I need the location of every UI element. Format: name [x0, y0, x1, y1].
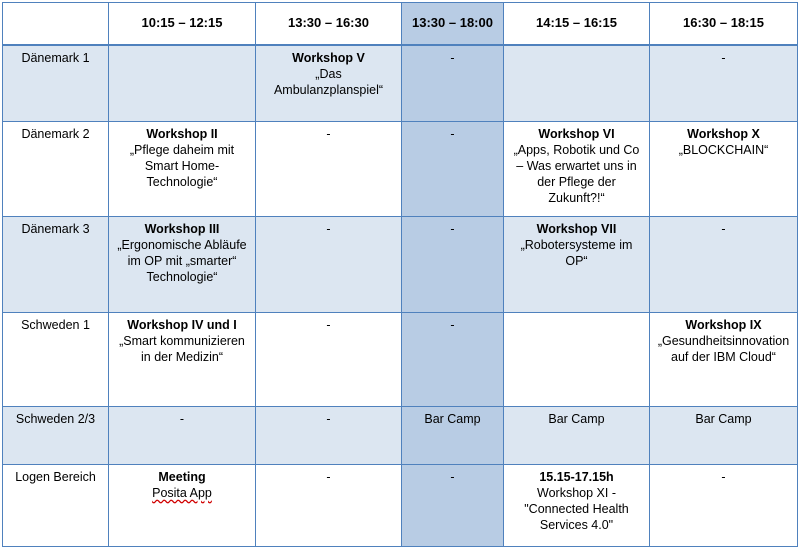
- session-description: -: [721, 222, 726, 237]
- session-title: Workshop V: [292, 50, 365, 65]
- corner-cell: [3, 3, 109, 45]
- session-cell: [504, 45, 650, 122]
- session-cell: [650, 217, 798, 312]
- session-description: -: [450, 317, 455, 332]
- session-cell: [256, 122, 402, 217]
- session-description: Posita App: [152, 485, 212, 500]
- session-description: „Ergonomische Abläufe im OP mit „smarter“ Technologie“: [117, 238, 247, 285]
- session-description: -: [326, 469, 331, 484]
- session-description: „Smart kommunizieren in der Medizin“: [119, 333, 245, 364]
- session-description: -: [326, 222, 331, 237]
- room-name: Dänemark 2: [3, 122, 109, 217]
- session-description: Bar Camp: [695, 411, 752, 426]
- room-name: Schweden 2/3: [3, 406, 109, 464]
- session-cell: [504, 312, 650, 406]
- session-cell: [402, 217, 504, 312]
- schedule-table: [2, 2, 798, 547]
- session-title: Workshop IX: [685, 317, 762, 332]
- session-description: Bar Camp: [424, 411, 481, 426]
- session-cell: [109, 406, 256, 464]
- session-description: „BLOCKCHAIN“: [678, 143, 769, 158]
- session-cell: [650, 406, 798, 464]
- header-row: [3, 3, 798, 45]
- session-description: „Gesundheitsinnovation auf der IBM Cloud“: [657, 333, 790, 364]
- session-cell: [256, 312, 402, 406]
- session-cell: [504, 217, 650, 312]
- session-description: -: [721, 469, 726, 484]
- session-cell: [256, 217, 402, 312]
- session-title: Workshop II: [146, 127, 218, 142]
- session-description: -: [721, 50, 726, 65]
- session-description: -: [326, 411, 331, 426]
- session-cell: [109, 464, 256, 546]
- session-cell: [402, 312, 504, 406]
- session-title: Workshop VII: [536, 222, 617, 237]
- table-row: [3, 217, 798, 312]
- session-cell: [109, 122, 256, 217]
- session-description: Bar Camp: [548, 411, 605, 426]
- session-title: Workshop VI: [538, 127, 615, 142]
- session-cell: [256, 464, 402, 546]
- session-description: -: [450, 222, 455, 237]
- session-cell: [504, 406, 650, 464]
- session-cell: [109, 217, 256, 312]
- session-description: -: [450, 127, 455, 142]
- room-name: Logen Bereich: [3, 464, 109, 546]
- session-cell: [402, 406, 504, 464]
- session-title: Workshop III: [144, 222, 220, 237]
- session-title: Workshop IV und I: [127, 317, 237, 332]
- session-description: -: [450, 469, 455, 484]
- table-row: [3, 45, 798, 122]
- session-description: „Apps, Robotik und Co – Was erwartet uns in der Pflege der Zukunft?!“: [513, 143, 640, 206]
- session-cell: [402, 464, 504, 546]
- session-description: -: [326, 127, 331, 142]
- session-cell: [109, 312, 256, 406]
- session-cell: [504, 464, 650, 546]
- room-name: Schweden 1: [3, 312, 109, 406]
- table-row: [3, 122, 798, 217]
- session-cell: [256, 45, 402, 122]
- session-description: -: [450, 50, 455, 65]
- time-slot-header: 16:30 – 18:15: [650, 3, 798, 45]
- time-slot-header: 10:15 – 12:15: [109, 3, 256, 45]
- room-name: Dänemark 3: [3, 217, 109, 312]
- session-cell: [402, 45, 504, 122]
- session-description: Workshop XI - "Connected Health Services 4.0": [524, 485, 629, 532]
- session-title: 15.15-17.15h: [539, 469, 614, 484]
- session-cell: [109, 45, 256, 122]
- table-row: [3, 464, 798, 546]
- table-row: [3, 406, 798, 464]
- session-title: Meeting: [158, 469, 206, 484]
- session-cell: [256, 406, 402, 464]
- session-description: „Robotersysteme im OP“: [520, 238, 633, 269]
- session-cell: [650, 122, 798, 217]
- session-description: „Pflege daheim mit Smart Home-Technologie“: [129, 143, 235, 190]
- session-description: „Das Ambulanzplanspiel“: [273, 66, 384, 97]
- session-description: -: [326, 317, 331, 332]
- session-cell: [402, 122, 504, 217]
- session-description: -: [179, 411, 185, 426]
- session-title: Workshop X: [687, 127, 760, 142]
- session-cell: [504, 122, 650, 217]
- time-slot-header: 13:30 – 16:30: [256, 3, 402, 45]
- room-name: Dänemark 1: [3, 45, 109, 122]
- time-slot-header: 14:15 – 16:15: [504, 3, 650, 45]
- session-cell: [650, 312, 798, 406]
- table-row: [3, 312, 798, 406]
- session-cell: [650, 45, 798, 122]
- session-cell: [650, 464, 798, 546]
- time-slot-header: 13:30 – 18:00: [402, 3, 504, 45]
